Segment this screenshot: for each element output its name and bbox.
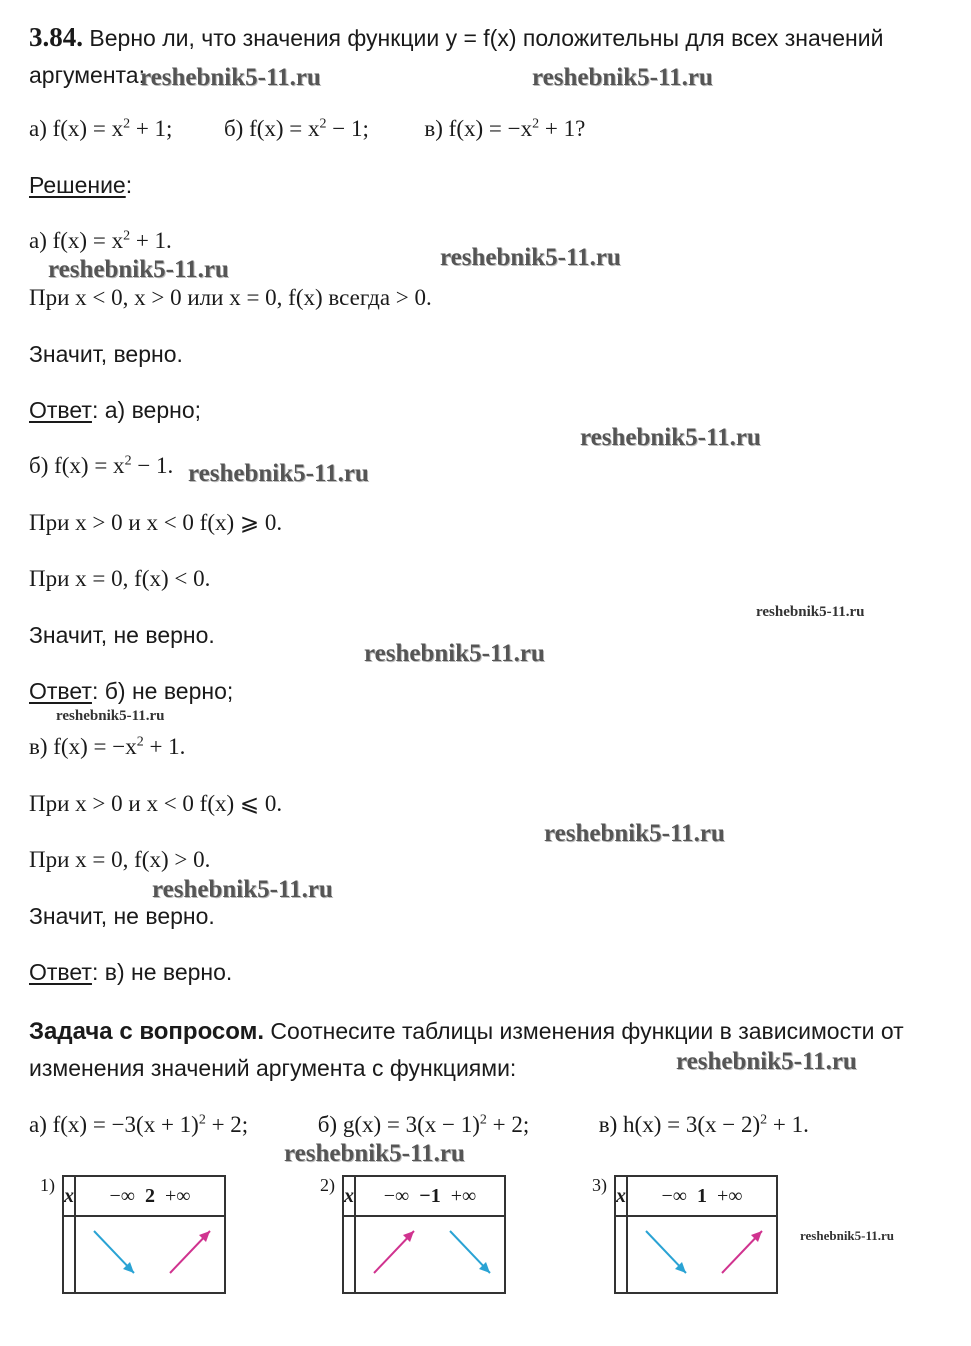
arrows bbox=[356, 1217, 504, 1287]
solution-c-function: в) $f(x) = -x^2 + 1$. bbox=[29, 734, 186, 759]
watermark: reshebnik5-11.ru bbox=[676, 1048, 857, 1075]
table-values: −∞ 2 +∞ bbox=[75, 1176, 225, 1216]
arrows bbox=[628, 1217, 776, 1287]
problem-question-line2: аргумента: bbox=[29, 62, 145, 88]
solution-a-function: а) $f(x) = x^2 + 1$. bbox=[29, 228, 172, 253]
table-x-header: x bbox=[343, 1176, 355, 1216]
task-text: Соотнесите таблицы изменения функции в зависимости от bbox=[264, 1018, 904, 1044]
watermark: reshebnik5-11.ru bbox=[56, 708, 165, 724]
function-c: в) $h(x) = 3(x - 2)^2 + 1$. bbox=[598, 1112, 809, 1137]
table-x-header: x bbox=[63, 1176, 75, 1216]
watermark: reshebnik5-11.ru bbox=[756, 604, 865, 620]
solution-b-line2: При x = 0, f(x) < 0. bbox=[29, 566, 211, 591]
option-a: а) $f(x) = x^2 + 1$; bbox=[29, 116, 173, 141]
table-values: −∞ 1 +∞ bbox=[627, 1176, 777, 1216]
function-a: а) $f(x) = -3(x + 1)^2 + 2$; bbox=[29, 1112, 249, 1137]
solution-c-line1: При x > 0 и x < 0 f(x) ⩽ 0. bbox=[29, 791, 283, 816]
task-title: Задача с вопросом. bbox=[29, 1018, 265, 1045]
solution-a-conclusion: Значит, верно. bbox=[29, 341, 183, 367]
solution-a-answer: Ответ: а) верно; bbox=[29, 397, 202, 423]
watermark: reshebnik5-11.ru bbox=[800, 1228, 895, 1243]
solution-a-line1: При x < 0, x > 0 или x = 0, f(x) всегда > 0. bbox=[29, 285, 432, 310]
watermark: reshebnik5-11.ru bbox=[188, 460, 369, 487]
task-functions bbox=[29, 1112, 809, 1138]
solution-c-answer: Ответ: в) не верно. bbox=[29, 959, 233, 985]
option-b: б) $f(x) = x^2 - 1$; bbox=[223, 116, 369, 141]
problem-statement-line1 bbox=[29, 22, 883, 53]
watermark: reshebnik5-11.ru bbox=[544, 820, 725, 847]
solution-c-conclusion: Значит, не верно. bbox=[29, 903, 215, 929]
solution-heading: Решение: bbox=[29, 172, 133, 198]
arrows bbox=[76, 1217, 224, 1287]
solution-b-answer: Ответ: б) не верно; bbox=[29, 678, 234, 704]
function-b: б) $g(x) = 3(x - 1)^2 + 2$; bbox=[317, 1112, 530, 1137]
table-label: 3) bbox=[592, 1175, 607, 1195]
watermark: reshebnik5-11.ru bbox=[152, 876, 333, 903]
watermark: reshebnik5-11.ru bbox=[48, 256, 229, 283]
problem-number: 3.84. bbox=[29, 22, 83, 52]
watermark: reshebnik5-11.ru bbox=[140, 64, 321, 91]
problem-question: Верно ли, что значения функции y = f(x) положительны для всех значений bbox=[89, 25, 884, 51]
watermark: reshebnik5-11.ru bbox=[440, 244, 621, 271]
watermark: reshebnik5-11.ru bbox=[284, 1140, 465, 1167]
watermark: reshebnik5-11.ru bbox=[580, 424, 761, 451]
task-line1 bbox=[29, 1018, 904, 1046]
solution-c-line2: При x = 0, f(x) > 0. bbox=[29, 847, 211, 872]
watermark: reshebnik5-11.ru bbox=[364, 640, 545, 667]
option-c: в) $f(x) = -x^2 + 1$? bbox=[424, 116, 586, 141]
solution-b-line1: При x > 0 и x < 0 f(x) ⩾ 0. bbox=[29, 510, 283, 535]
table-x-header: x bbox=[615, 1176, 627, 1216]
task-line2: изменения значений аргумента с функциями: bbox=[29, 1055, 517, 1081]
problem-options bbox=[29, 116, 585, 142]
solution-b-conclusion: Значит, не верно. bbox=[29, 622, 215, 648]
table-values: −∞ −1 +∞ bbox=[355, 1176, 505, 1216]
solution-b-function: б) $f(x) = x^2 - 1$. bbox=[29, 453, 174, 478]
watermark: reshebnik5-11.ru bbox=[532, 64, 713, 91]
table-label: 1) bbox=[40, 1175, 55, 1195]
table-label: 2) bbox=[320, 1175, 335, 1195]
